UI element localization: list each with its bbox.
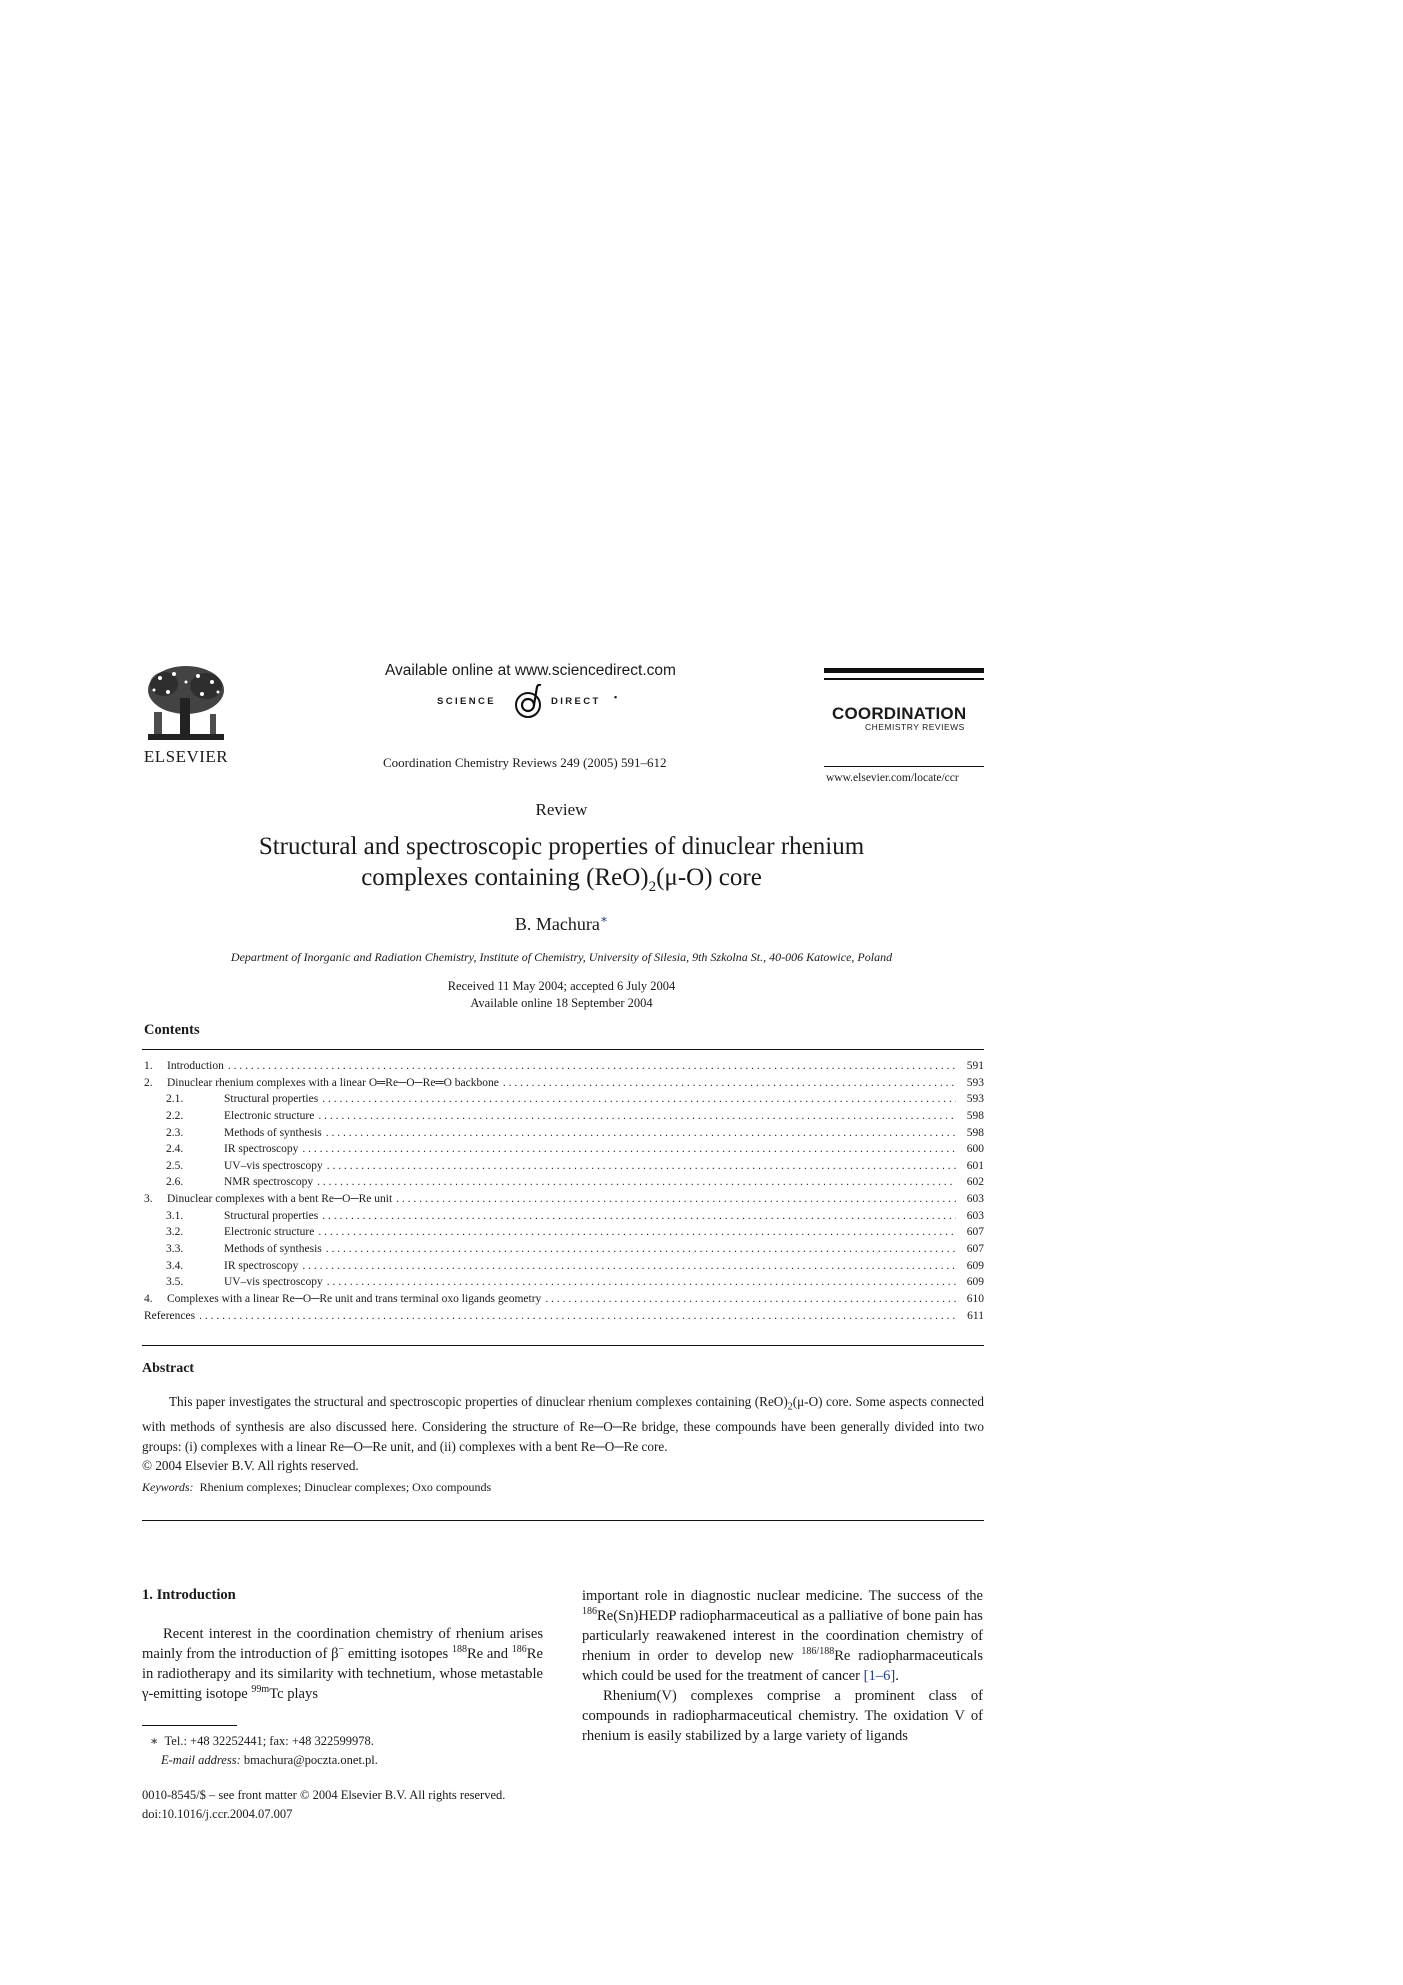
footnote-tel: Tel.: +48 32252441; fax: +48 322599978. — [164, 1734, 374, 1748]
toc-leader-dots — [317, 1176, 956, 1188]
toc-entry-page: 607 — [966, 1243, 984, 1256]
toc-entry-number: 2.4. — [166, 1143, 184, 1156]
body-column-right — [582, 1586, 983, 1746]
toc-leader-dots — [199, 1310, 956, 1322]
front-matter — [142, 1786, 505, 1824]
sd-logo-left: SCIENCE — [437, 696, 497, 707]
table-of-contents — [144, 1060, 984, 1326]
toc-leader-dots — [302, 1143, 956, 1155]
title-subscript: 2 — [648, 879, 657, 895]
title-line-2-pre: complexes containing (ReO) — [361, 864, 649, 891]
toc-entry-page: 610 — [966, 1292, 984, 1305]
title-line-2-post: (μ-O) core — [656, 864, 762, 891]
citation-link[interactable]: [1–6] — [863, 1668, 896, 1684]
section-heading-introduction: 1. Introduction — [142, 1587, 236, 1603]
available-online-text: Available online at www.sciencedirect.com — [385, 662, 676, 679]
toc-leader-dots — [302, 1260, 956, 1272]
intro-tc: Tc plays — [269, 1686, 319, 1702]
toc-entry-page: 593 — [966, 1093, 984, 1106]
toc-entry[interactable] — [144, 1093, 984, 1110]
abstract-body — [142, 1392, 984, 1476]
beta-minus-sup: − — [338, 1644, 345, 1656]
article-dates — [0, 978, 1123, 1012]
toc-entry-page: 611 — [967, 1309, 984, 1322]
toc-entry[interactable] — [144, 1310, 984, 1327]
title-line-1: Structural and spectroscopic properties of dinuclear rhenium — [258, 833, 865, 860]
article-type: Review — [535, 800, 588, 819]
ccr-rule-bottom — [824, 766, 984, 767]
toc-entry[interactable] — [144, 1077, 984, 1094]
toc-entry-label: IR spectroscopy — [224, 1143, 299, 1156]
toc-leader-dots — [318, 1226, 956, 1238]
sciencedirect-d-icon — [510, 684, 550, 722]
toc-entry[interactable] — [144, 1110, 984, 1127]
journal-citation: Coordination Chemistry Reviews 249 (2005) 591–612 — [383, 755, 667, 770]
toc-leader-dots — [326, 1127, 956, 1139]
toc-entry-page: 603 — [966, 1193, 984, 1206]
publisher-name: ELSEVIER — [143, 747, 229, 766]
toc-entry-page: 607 — [966, 1226, 984, 1239]
sd-logo-right: DIRECT — [551, 696, 601, 707]
iso-186-188-sup: 186/188 — [801, 1646, 835, 1658]
abstract-text-pre: This paper investigates the structural and spectroscopic properties of dinuclear rhenium complexes containing (ReO) — [169, 1394, 788, 1409]
contents-bottom-rule — [142, 1345, 984, 1346]
intro-paragraph-1-cont — [582, 1586, 983, 1686]
affiliation: Department of Inorganic and Radiation Chemistry, Institute of Chemistry, University of Silesia, 9th Szkolna St., 40-006 Katowice, Poland — [230, 950, 893, 964]
toc-entry[interactable] — [144, 1276, 984, 1293]
toc-leader-dots — [318, 1110, 956, 1122]
toc-entry-label: Structural properties — [224, 1093, 319, 1106]
keywords-label: Keywords: — [142, 1480, 194, 1494]
footnote-mark: ∗ — [150, 1734, 159, 1748]
toc-leader-dots — [327, 1276, 956, 1288]
toc-leader-dots — [545, 1293, 956, 1305]
toc-entry-label: References — [144, 1309, 196, 1322]
toc-entry[interactable] — [144, 1243, 984, 1260]
toc-entry-label: Electronic structure — [224, 1226, 315, 1239]
toc-entry[interactable] — [144, 1260, 984, 1277]
intro-r-c: Re radiopharmaceuticals which could be used for the treatment of cancer — [582, 1648, 984, 1684]
author — [0, 912, 1123, 935]
toc-entry-label: UV–vis spectroscopy — [224, 1276, 323, 1289]
abstract-subscript: 2 — [787, 1401, 793, 1413]
toc-entry-number: 3.5. — [166, 1276, 184, 1289]
toc-entry-label: Methods of synthesis — [224, 1126, 322, 1139]
toc-entry-page: 593 — [966, 1076, 984, 1089]
intro-r-b: Re(Sn)HEDP radiopharmaceutical as a palliative of bone pain has particularly reawakened interest in the coordination chemistry of rhenium in order to develop new — [582, 1608, 983, 1664]
article-title — [140, 831, 983, 903]
toc-leader-dots — [228, 1060, 956, 1072]
toc-entry-number: 2.5. — [166, 1159, 184, 1172]
contents-top-rule — [142, 1049, 984, 1050]
toc-leader-dots — [503, 1077, 956, 1089]
footnote-rule — [142, 1725, 237, 1726]
toc-entry[interactable] — [144, 1293, 984, 1310]
author-footnote-link[interactable]: ∗ — [599, 912, 609, 926]
iso-186-sup: 186 — [511, 1644, 527, 1656]
journal-logo-subtitle: CHEMISTRY REVIEWS — [865, 722, 965, 732]
toc-entry[interactable] — [144, 1176, 984, 1193]
intro-re1: Re and — [466, 1646, 512, 1662]
body-column-left — [142, 1624, 543, 1704]
toc-entry[interactable] — [144, 1226, 984, 1243]
intro-p1-b: emitting isotopes — [344, 1646, 452, 1662]
author-name: B. Machura — [514, 914, 600, 934]
intro-r-end: . — [895, 1668, 899, 1684]
toc-entry-number: 3.1. — [166, 1209, 184, 1222]
toc-entry-label: Dinuclear complexes with a bent Re─O─Re unit — [167, 1193, 393, 1206]
toc-entry-number: 2.1. — [166, 1093, 184, 1106]
toc-entry-page: 602 — [966, 1176, 984, 1189]
toc-entry-number: 2. — [144, 1076, 153, 1089]
toc-entry-page: 603 — [966, 1209, 984, 1222]
keywords — [142, 1480, 491, 1495]
toc-entry-page: 600 — [966, 1143, 984, 1156]
journal-url-link[interactable]: www.elsevier.com/locate/ccr — [826, 772, 959, 784]
toc-leader-dots — [322, 1210, 956, 1222]
iso-99m-sup: 99m — [251, 1684, 270, 1696]
toc-entry-label: IR spectroscopy — [224, 1259, 299, 1272]
iso-186-sup-right: 186 — [582, 1606, 597, 1618]
toc-entry-label: Introduction — [167, 1060, 224, 1072]
toc-entry-number: 2.2. — [166, 1109, 184, 1122]
intro-r-a: important role in diagnostic nuclear medicine. The success of the — [582, 1588, 983, 1604]
toc-entry[interactable] — [144, 1143, 984, 1160]
toc-entry-page: 598 — [966, 1109, 984, 1122]
doi-line[interactable]: doi:10.1016/j.ccr.2004.07.007 — [142, 1807, 293, 1821]
elsevier-tree-logo-icon — [140, 664, 232, 744]
ccr-rule-top — [824, 668, 984, 673]
intro-re2: Re in radiotherapy and its similarity with technetium, whose metastable γ-emitting isotope — [142, 1646, 543, 1702]
toc-entry-label: NMR spectroscopy — [224, 1176, 314, 1189]
abstract-text-post: (μ-O) core. Some aspects connected with methods of synthesis are also discussed here. Considering the structure of Re─O─Re bridge, these compounds have been generally divided into two groups: (i) complexes with a linear Re─O─Re unit, and (ii) complexes with a bent Re─O─Re core. — [142, 1394, 984, 1454]
toc-leader-dots — [326, 1243, 956, 1255]
iso-188-sup: 188 — [451, 1644, 467, 1656]
toc-entry-number: 3.2. — [166, 1226, 184, 1239]
toc-leader-dots — [396, 1193, 956, 1205]
toc-entry-page: 609 — [966, 1276, 984, 1289]
toc-leader-dots — [327, 1160, 956, 1172]
abstract-bottom-rule — [142, 1520, 984, 1521]
toc-entry-page: 591 — [966, 1060, 984, 1072]
abstract-copyright: © 2004 Elsevier B.V. All rights reserved. — [142, 1458, 359, 1474]
toc-entry-label: Methods of synthesis — [224, 1243, 322, 1256]
toc-entry-label: UV–vis spectroscopy — [224, 1159, 323, 1172]
toc-entry-number: 3.3. — [166, 1243, 184, 1256]
received-date: Received 11 May 2004; accepted 6 July 2004 — [447, 979, 676, 993]
toc-entry-label: Complexes with a linear Re─O─Re unit and trans terminal oxo ligands geometry — [167, 1292, 542, 1305]
toc-entry-number: 1. — [144, 1060, 153, 1072]
intro-p1-text: Recent interest in the coordination chemistry of rhenium arises mainly from the introduction of β — [142, 1626, 543, 1662]
footnote-email-label: E-mail address: — [161, 1753, 241, 1767]
footnote-email[interactable]: bmachura@poczta.onet.pl. — [243, 1753, 378, 1767]
toc-entry-page: 601 — [966, 1159, 984, 1172]
toc-entry[interactable] — [144, 1060, 984, 1077]
toc-entry-number: 2.6. — [166, 1176, 184, 1189]
toc-entry-label: Electronic structure — [224, 1109, 315, 1122]
toc-entry-label: Dinuclear rhenium complexes with a linear O═Re─O─Re═O backbone — [167, 1076, 499, 1089]
toc-entry[interactable] — [144, 1160, 984, 1177]
contents-heading: Contents — [144, 1022, 200, 1038]
toc-entry-number: 2.3. — [166, 1126, 184, 1139]
intro-paragraph-2: Rhenium(V) complexes comprise a prominent class of compounds in radiopharmaceutical chemistry. The oxidation V of rhenium is easily stabilized by a large variety of ligands — [582, 1688, 983, 1744]
intro-paragraph-1 — [142, 1624, 543, 1704]
author-footnote — [142, 1732, 562, 1770]
toc-entry-number: 3. — [144, 1193, 153, 1206]
issn-line: 0010-8545/$ – see front matter © 2004 Elsevier B.V. All rights reserved. — [142, 1788, 506, 1802]
registered-mark: • — [614, 692, 618, 702]
available-date: Available online 18 September 2004 — [470, 996, 653, 1010]
sciencedirect-logo — [437, 684, 621, 722]
toc-entry-label: Structural properties — [224, 1209, 319, 1222]
toc-entry[interactable] — [144, 1210, 984, 1227]
ccr-rule-second — [824, 678, 984, 680]
journal-logo-title: COORDINATION — [832, 704, 967, 723]
toc-entry[interactable] — [144, 1127, 984, 1144]
toc-entry-page: 609 — [966, 1259, 984, 1272]
toc-entry[interactable] — [144, 1193, 984, 1210]
toc-entry-page: 598 — [966, 1126, 984, 1139]
toc-entry-number: 3.4. — [166, 1259, 184, 1272]
keywords-list: Rhenium complexes; Dinuclear complexes; Oxo compounds — [199, 1480, 492, 1494]
abstract-heading: Abstract — [142, 1361, 195, 1376]
toc-entry-number: 4. — [144, 1292, 153, 1305]
toc-leader-dots — [322, 1093, 956, 1105]
